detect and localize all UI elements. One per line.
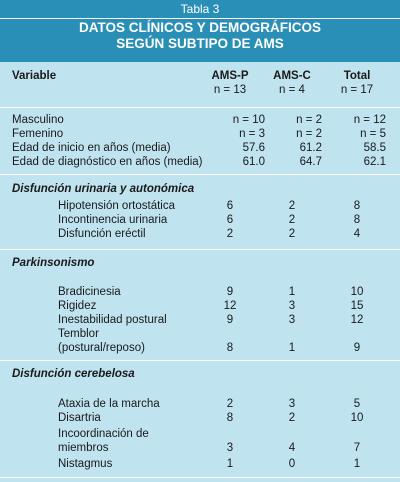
row-label: Ataxia de la marcha [58, 398, 160, 410]
cell: n = 2 [296, 128, 322, 140]
row-label-line-2: miembros [58, 442, 109, 454]
cell: 2 [288, 214, 296, 226]
column-header-ams-p: AMS-P [211, 70, 249, 82]
cell: n = 3 [239, 128, 265, 140]
cell: 9 [226, 286, 234, 298]
cell: 64.7 [299, 156, 322, 168]
cell: 12 [350, 314, 364, 326]
cell: 2 [288, 412, 296, 424]
cell: 3 [288, 314, 296, 326]
cell: 9 [226, 314, 234, 326]
cell: 9 [353, 342, 361, 354]
cell: 15 [350, 300, 364, 312]
cell: 1 [353, 458, 361, 470]
section-title-cerebellar: Disfunción cerebelosa [12, 368, 135, 380]
row-label: Incontinencia urinaria [58, 214, 168, 226]
separator-bottom [0, 477, 400, 478]
cell: 3 [288, 398, 296, 410]
cell: 0 [288, 458, 296, 470]
cell: 61.0 [242, 156, 265, 168]
cell: 12 [223, 300, 237, 312]
table-header [0, 0, 400, 62]
row-label-femenino: Femenino [12, 128, 64, 140]
row-label: Disfunción eréctil [58, 228, 146, 240]
separator-after-parkinsonism [0, 360, 400, 361]
cell: 3 [226, 442, 234, 454]
row-label-edad-diagnostico: Edad de diagnóstico en años (media) [12, 156, 203, 168]
cell: 1 [288, 342, 296, 354]
separator-below-columns [0, 107, 400, 108]
row-label-edad-inicio: Edad de inicio en años (media) [12, 142, 171, 154]
cell: 58.5 [363, 142, 386, 154]
cell: 8 [226, 412, 234, 424]
cell: n = 2 [296, 114, 322, 126]
cell: 5 [353, 398, 361, 410]
cell: 8 [353, 200, 361, 212]
cell: 2 [226, 398, 234, 410]
cell: 61.2 [299, 142, 322, 154]
row-label: Inestabilidad postural [58, 314, 167, 326]
cell: 57.6 [242, 142, 265, 154]
separator-after-urinary [0, 249, 400, 250]
cell: 1 [288, 286, 296, 298]
row-label: Nistagmus [58, 458, 113, 470]
row-label: Bradicinesia [58, 286, 121, 298]
column-header-variable: Variable [12, 70, 57, 82]
column-n-ams-c: n = 4 [279, 84, 305, 96]
header-separator [0, 18, 400, 19]
row-label-line-1: Incoordinación de [58, 428, 149, 440]
table-title [0, 20, 400, 52]
row-label-masculino: Masculino [12, 114, 64, 126]
row-label-line-1: Temblor [58, 328, 99, 340]
cell: 7 [353, 442, 361, 454]
column-header-total: Total [343, 70, 371, 82]
cell: 62.1 [363, 156, 386, 168]
cell: 2 [226, 228, 234, 240]
cell: 2 [288, 200, 296, 212]
row-label-line-2: (postural/reposo) [58, 342, 145, 354]
cell: 4 [288, 442, 296, 454]
section-title-parkinsonism: Parkinsonismo [12, 257, 95, 269]
cell: 6 [226, 200, 234, 212]
column-n-ams-p: n = 13 [213, 84, 247, 96]
column-header-ams-c: AMS-C [273, 70, 311, 82]
row-label: Rigidez [58, 300, 97, 312]
row-label: Hipotensión ortostática [58, 200, 175, 212]
cell: 4 [353, 228, 361, 240]
cell: 8 [226, 342, 234, 354]
title-line-1: DATOS CLÍNICOS Y DEMOGRÁFICOS [78, 20, 322, 35]
cell: 2 [288, 228, 296, 240]
cell: 10 [350, 286, 364, 298]
section-title-urinary: Disfunción urinaria y autonómica [12, 183, 195, 195]
cell: 1 [226, 458, 234, 470]
separator-after-demographics [0, 174, 400, 175]
row-label: Disartria [58, 412, 101, 424]
column-n-total: n = 17 [340, 84, 374, 96]
cell: 3 [288, 300, 296, 312]
cell: n = 10 [232, 114, 265, 126]
title-line-2: SEGÚN SUBTIPO DE AMS [116, 36, 284, 51]
cell: 6 [226, 214, 234, 226]
cell: 8 [353, 214, 361, 226]
cell: n = 12 [353, 114, 386, 126]
table-number: Tabla 3 [180, 2, 220, 16]
cell: n = 5 [360, 128, 386, 140]
cell: 10 [350, 412, 364, 424]
